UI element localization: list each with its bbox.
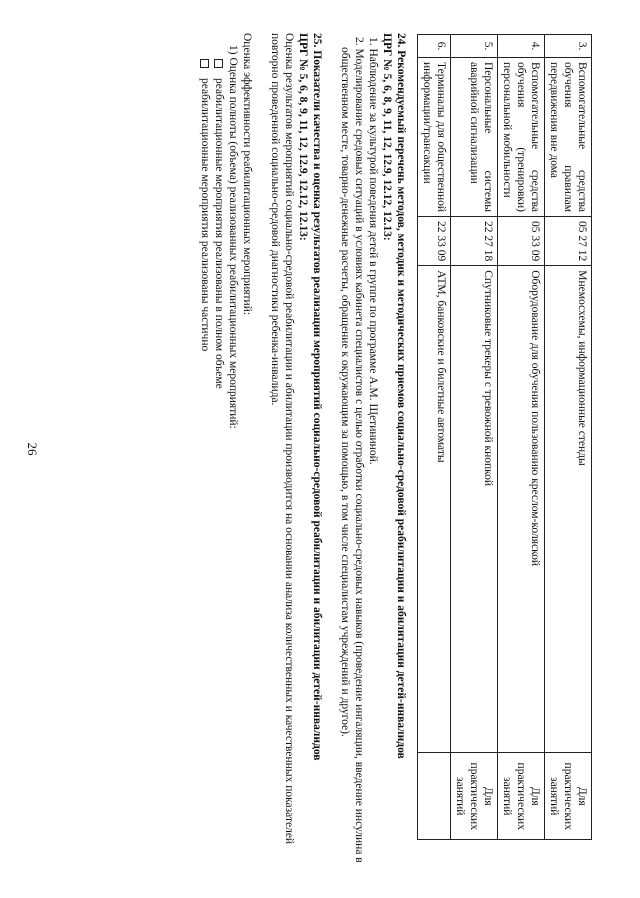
section-25-paragraph: Оценка результатов мероприятий социально-средовой реабилитации и абилитации производится на основании анализа количественных и качественных показателей повторно проведенной социально-средовой диагностики ребенка-инвалида. — [269, 33, 295, 845]
device-examples: Спутниковые трекеры с тревожной кнопкой — [451, 266, 498, 753]
device-examples: Оборудование для обучения пользованию креслом-коляской — [498, 266, 545, 753]
device-purpose: Для практических занятий — [545, 753, 592, 840]
device-examples: АТМ, банковские и билетные автоматы — [418, 266, 451, 753]
device-examples: Мнемосхемы, информационные стенды — [545, 266, 592, 753]
device-code: 05 27 12 — [545, 217, 592, 266]
section-24-heading: 24. Рекомендуемый перечень методов, методик и методических приемов социально-средовой реабилитации и абилитации детей-инвалидов — [395, 33, 407, 759]
checkbox-partial[interactable] — [198, 33, 212, 883]
device-category: Персональные системы аварийной сигнализации — [451, 58, 498, 217]
checkbox-icon[interactable] — [200, 59, 209, 68]
device-code: 22 27 18 — [451, 217, 498, 266]
checkbox-label: реабилитационные мероприятия реализованы частично — [199, 78, 211, 352]
table-row — [418, 35, 451, 840]
table-row — [498, 35, 545, 840]
spacer — [254, 33, 268, 883]
evaluation-item-1: 1) Оценка полноты (объема) реализованных реабилитационных мероприятий: — [227, 45, 239, 429]
device-code: 05 33 09 — [498, 217, 545, 266]
checkbox-icon[interactable] — [214, 59, 223, 68]
table-row — [451, 35, 498, 840]
checkbox-label: реабилитационные мероприятия реализованы в полном объеме — [213, 78, 225, 389]
device-purpose — [418, 753, 451, 840]
device-category: Вспомогательные средства обучения (тренировки) персональной мобильности — [498, 58, 545, 217]
device-purpose: Для практических занятий — [451, 753, 498, 840]
checkbox-full[interactable] — [212, 33, 226, 883]
row-number: 5. — [451, 35, 498, 58]
body-text — [198, 33, 408, 883]
section-25-crg: ЦРГ № 5, 6, 8, 9, 11, 12, 12.9, 12.12, 12.13: — [297, 33, 309, 241]
section-24-item-2: 2. Моделирование средовых ситуаций в условиях кабинета специалистов с целью отработки социально-средовых навыков (проведение ингаляции, введение инсулина в общественном месте, товарно-денежные расчеты, обращение к окружающим за помощью, в том числе специалистам учреждений и другое). — [339, 37, 365, 863]
row-number: 4. — [498, 35, 545, 58]
page-number: 26 — [25, 442, 40, 456]
section-25-heading: 25. Показатели качества и оценка результатов реализации мероприятий социально-средовой реабилитации и абилитации детей-инвалидов — [311, 33, 323, 761]
device-category: Вспомогательные средства обучения правилам передвижения вне дома — [545, 58, 592, 217]
assistive-devices-table — [417, 34, 592, 840]
spacer — [324, 33, 338, 883]
evaluation-title: Оценка эффективности реабилитационных мероприятий: — [241, 33, 253, 316]
device-purpose: Для практических занятий — [498, 753, 545, 840]
section-24-crg: ЦРГ № 5, 6, 8, 9, 11, 12, 12.9, 12.12, 12.13: — [381, 33, 393, 241]
device-category: Терминалы для общественной информации/трансакции — [418, 58, 451, 217]
section-24-item-1: 1. Наблюдение за культурой поведения детей в группе по программе А.М. Щетининой. — [367, 37, 379, 465]
device-code: 22 33 09 — [418, 217, 451, 266]
row-number: 6. — [418, 35, 451, 58]
table-row — [545, 35, 592, 840]
row-number: 3. — [545, 35, 592, 58]
